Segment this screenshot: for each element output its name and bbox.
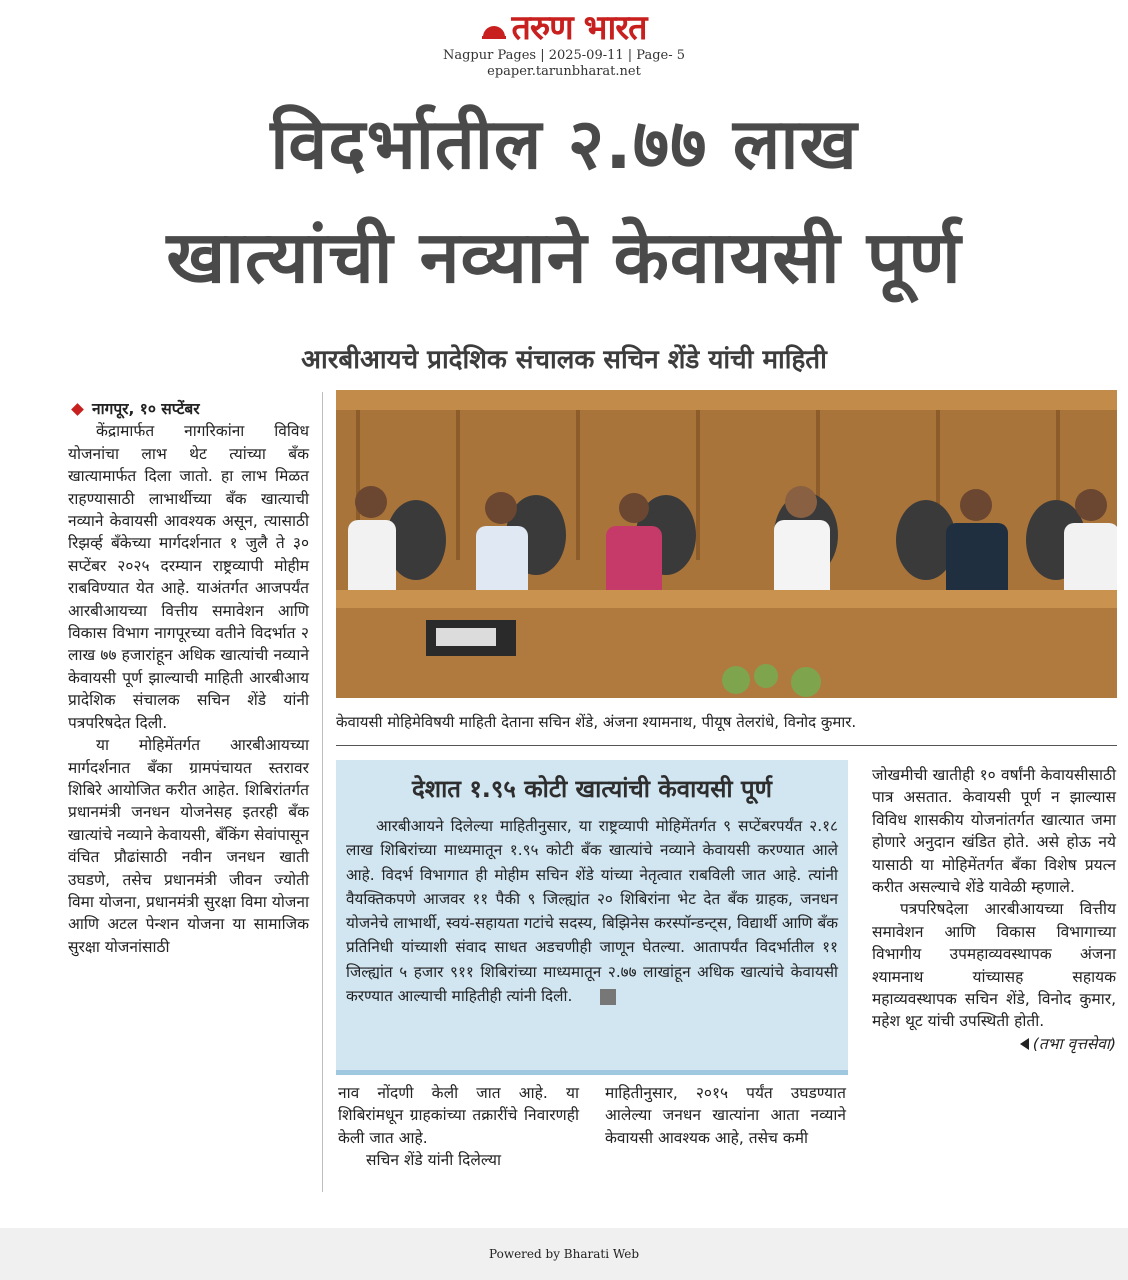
box-title: देशात १.९५ कोटी खात्यांची केवायसी पूर्ण: [412, 775, 772, 803]
diamond-bullet-icon: [71, 403, 84, 416]
newspaper-logo: [481, 8, 646, 48]
caption-divider: [336, 745, 1117, 746]
box-bottom-border: [336, 1070, 848, 1075]
box-body: [346, 814, 838, 1008]
news-credit: [872, 1033, 1116, 1055]
body-paragraph: केंद्रामार्फत नागरिकांना विविध योजनांचा लाभ थेट त्यांच्या बँक खात्यामार्फत दिला जातो. हा लाभ मिळत राहण्यासाठी लाभार्थीच्या बँक खात्याची नव्याने केवायसी आवश्यक असून, त्यासाठी रिझर्व्ह बँकेच्या मार्गदर्शनात १ जुलै ते ३० सप्टेंबर २०२५ दरम्यान राष्ट्रव्यापी मोहीम राबविण्यात येत आहे. याअंतर्गत आजपर्यंत आरबीआयच्या वित्तीय समावेशन आणि विकास विभाग नागपूरच्या वतीने विदर्भात २ लाख ७७ हजारांहून अधिक खात्यांची नव्याने केवायसी पूर्ण झाल्याची माहिती आरबीआय प्रादेशिक संचालक सचिन शेंडे यांनी पत्रपरिषदेत दिली.: [68, 422, 309, 732]
article-column-1: [68, 398, 309, 958]
headline-line-1: विदर्भातील २.७७ लाख: [270, 103, 858, 185]
sun-icon: [481, 17, 507, 39]
end-square-icon: [600, 989, 616, 1005]
epaper-url[interactable]: epaper.tarunbharat.net: [487, 64, 641, 79]
footer: [0, 1228, 1128, 1280]
body-paragraph: माहितीनुसार, २०१५ पर्यंत उघडण्यात आलेल्या जनधन खात्यांना आता नव्याने केवायसी आवश्यक आहे, तसेच कमी: [605, 1084, 846, 1147]
powered-by-link[interactable]: Powered by Bharati Web: [489, 1247, 639, 1261]
arrow-left-icon: [1020, 1038, 1029, 1050]
body-paragraph: या मोहिमेंतर्गत आरबीआयच्या मार्गदर्शनात बँका ग्रामपंचायत स्तरावर शिबिरे आयोजित करीत आहेत. शिबिरांतर्गत प्रधानमंत्री जनधन योजनेसह इतरही बँक खात्यांचे नव्याने केवायसी, बँकिंग सेवांपासून वंचित प्रौढांसाठी नवीन जनधन खाती उघडणे, तसेच प्रधानमंत्री जीवन ज्योती विमा योजना, प्रधानमंत्री सुरक्षा विमा योजना आणि अटल पेन्शन योजना या सामाजिक सुरक्षा योजनांसाठी: [68, 736, 309, 956]
subheadline: आरबीआयचे प्रादेशिक संचालक सचिन शेंडे यांची माहिती: [301, 345, 827, 375]
logo-text: तरुण भारत: [511, 8, 647, 48]
box-paragraph-text: आरबीआयने दिलेल्या माहितीनुसार, या राष्ट्रव्यापी मोहिमेंतर्गत ९ सप्टेंबरपर्यंत २.१८ लाख शिबिरांच्या माध्यमातून १.९५ कोटी बँक खात्यांचे नव्याने केवायसी करण्यात आले आहे. विदर्भ विभागात ही मोहीम सचिन शेंडे यांच्या नेतृत्वात राबविली जात आहे. त्यांनी वैयक्तिकपणे आजवर ११ पैकी ९ जिल्ह्यांत २० शिबिरांना भेट देत बँक ग्राहक, जनधन योजनेचे लाभार्थी, स्वयं-सहायता गटांचे सदस्य, बिझिनेस करस्पॉन्डन्ट्स, विद्यार्थी आणि बँक प्रतिनिधी यांच्याशी संवाद साधत अडचणीही जाणून घेतल्या. आतापर्यंत विदर्भातील ११ जिल्ह्यांत ५ हजार ९११ शिबिरांच्या माध्यमातून २.७७ लाखांहून अधिक खात्यांचे केवायसी करण्यात आल्याची माहितीही त्यांनी दिली.: [346, 817, 838, 1006]
body-paragraph: नाव नोंदणी केली जात आहे. या शिबिरांमधून ग्राहकांच्या तक्रारींचे निवारणही केली जात आहे.: [338, 1084, 579, 1147]
headline-line-2: खात्यांची नव्याने केवायसी पूर्ण: [166, 215, 962, 299]
body-paragraph: जोखमीची खातीही १० वर्षांनी केवायसीसाठी पात्र असतात. केवायसी पूर्ण न झाल्यास विविध शासकीय योजनांतर्गत खात्यात जमा होणारे अनुदान खंडित होते. असे होऊ नये यासाठी या मोहिमेंतर्गत बँका विशेष प्रयत्न करीत असल्याचे शेंडे यावेळी म्हणाले.: [872, 766, 1116, 897]
column-divider: [322, 392, 323, 1192]
photo-caption: केवायसी मोहिमेविषयी माहिती देताना सचिन शेंडे, अंजना श्यामनाथ, पीयूष तेलरांधे, विनोद कुमार.: [336, 713, 857, 731]
masthead: [0, 8, 1128, 80]
article-column-4: [872, 764, 1116, 1055]
press-conference-image: [336, 390, 1117, 698]
body-paragraph: सचिन शेंडे यांनी दिलेल्या: [366, 1151, 502, 1170]
body-paragraph: पत्रपरिषदेला आरबीआयच्या वित्तीय समावेशन आणि विकास विभागाच्या विभागीय उपमहाव्यवस्थापक अंजना श्यामनाथ यांच्यासह सहायक महाव्यवस्थापक सचिन शेंडे, विनोद कुमार, महेश थूट यांची उपस्थिती होती.: [872, 900, 1116, 1031]
edition-meta: Nagpur Pages | 2025-09-11 | Page- 5: [442, 48, 686, 63]
credit-text: (तभा वृत्तसेवा): [1032, 1034, 1116, 1053]
article-column-3: [605, 1082, 846, 1149]
dateline-text: नागपूर, १० सप्टेंबर: [92, 400, 200, 418]
article-column-2: [338, 1082, 579, 1172]
dateline: [68, 398, 309, 420]
box-paragraph: [346, 814, 838, 1008]
news-photo: [336, 390, 1117, 698]
